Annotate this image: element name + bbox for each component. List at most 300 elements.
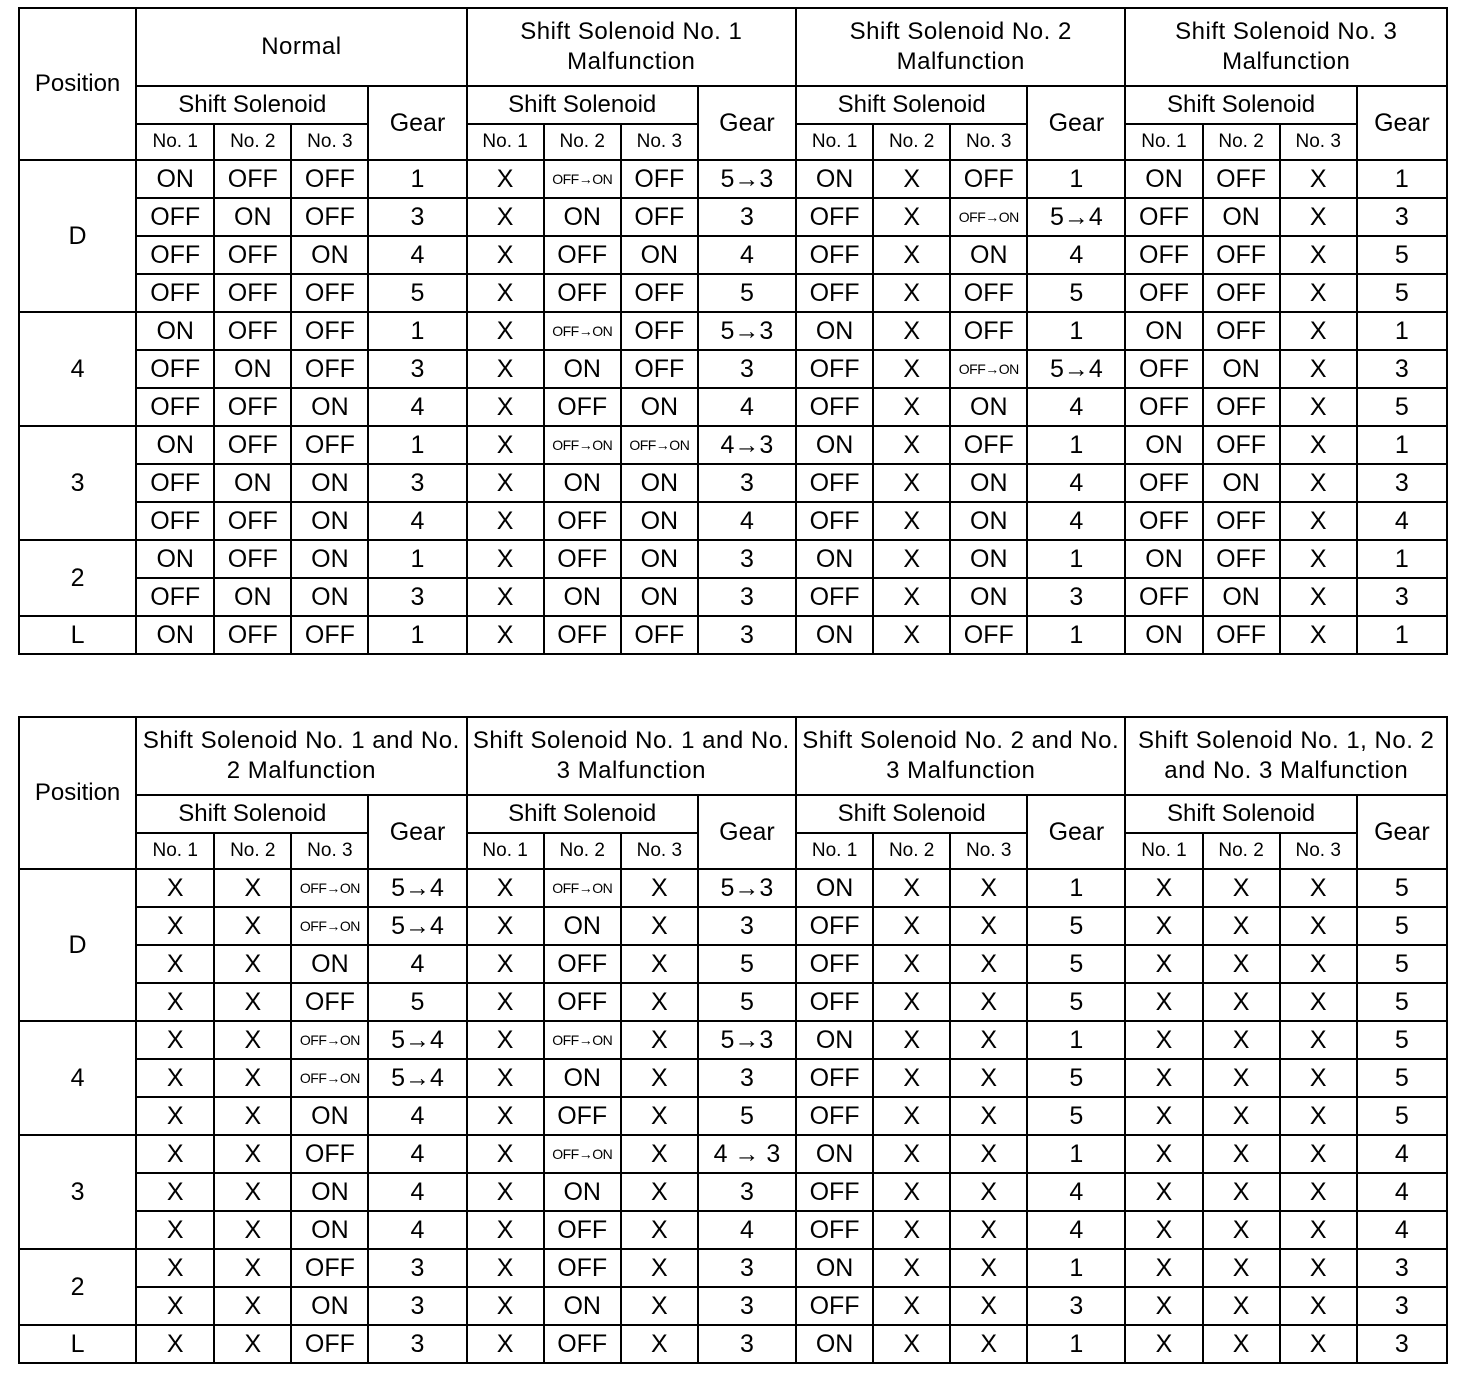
table-cell: 4	[368, 1173, 466, 1211]
table-cell: X	[1125, 1021, 1202, 1059]
table-cell: X	[621, 1211, 698, 1249]
table-cell: 5	[1027, 945, 1125, 983]
table-cell: ON	[621, 236, 698, 274]
table-cell: X	[1203, 983, 1280, 1021]
table-cell: X	[467, 236, 544, 274]
table-cell: ON	[1125, 616, 1202, 654]
header-row-groups	[19, 717, 1447, 795]
header-row-groups	[19, 8, 1447, 86]
table-cell: ON	[796, 1135, 873, 1173]
table-cell: X	[467, 907, 544, 945]
gear-header: Gear	[1027, 795, 1125, 869]
table-cell: 4 → 3	[698, 1135, 796, 1173]
table-cell: OFF	[214, 274, 291, 312]
table-cell: X	[873, 350, 950, 388]
table-cell: 1	[1357, 160, 1447, 198]
table-cell: OFF	[621, 160, 698, 198]
table-cell: OFF	[544, 236, 621, 274]
solenoid-number-header: No. 2	[873, 833, 950, 869]
table-row	[19, 869, 1447, 907]
table-cell: X	[621, 945, 698, 983]
group-title: Shift Solenoid No. 2 Malfunction	[796, 8, 1125, 86]
table-cell: X	[1280, 1135, 1357, 1173]
table-cell: 3	[368, 1287, 466, 1325]
table-cell: 3	[368, 1249, 466, 1287]
table-cell: ON	[291, 464, 368, 502]
table-cell: ON	[136, 160, 214, 198]
table-cell: X	[1280, 1249, 1357, 1287]
table-cell: 3	[1357, 1325, 1447, 1363]
table-cell: X	[873, 198, 950, 236]
table-cell: 4	[698, 236, 796, 274]
position-cell: 4	[19, 1021, 136, 1135]
table-cell: OFF	[291, 160, 368, 198]
table-cell: X	[1125, 1287, 1202, 1325]
table-cell: 1	[1027, 1021, 1125, 1059]
solenoid-number-header: No. 1	[136, 833, 214, 869]
solenoid-number-header: No. 2	[214, 124, 291, 160]
table-cell: OFF	[621, 350, 698, 388]
gear-header: Gear	[698, 86, 796, 160]
table-cell: X	[467, 274, 544, 312]
table-cell: X	[214, 1135, 291, 1173]
table-cell: X	[1125, 1211, 1202, 1249]
table-cell: X	[214, 907, 291, 945]
table-cell: 3	[698, 1287, 796, 1325]
table-cell: 5	[1357, 1021, 1447, 1059]
table-cell: X	[1280, 616, 1357, 654]
position-cell: 3	[19, 426, 136, 540]
table-cell: 4	[1357, 502, 1447, 540]
table-cell: OFF	[621, 616, 698, 654]
table-cell: OFF	[544, 616, 621, 654]
table-cell: X	[467, 1021, 544, 1059]
table-cell: X	[873, 160, 950, 198]
table-cell: OFF	[544, 1211, 621, 1249]
table-cell: X	[873, 502, 950, 540]
table-cell: 5	[1357, 388, 1447, 426]
table-row	[19, 540, 1447, 578]
table-cell: ON	[796, 869, 873, 907]
table-cell: ON	[1125, 540, 1202, 578]
table-cell: X	[621, 1287, 698, 1325]
solenoid-number-header: No. 2	[1203, 833, 1280, 869]
table-cell: 5	[1357, 983, 1447, 1021]
table-cell: OFF	[1125, 578, 1202, 616]
table-cell: X	[214, 869, 291, 907]
table-cell: X	[467, 160, 544, 198]
table-cell: X	[1203, 907, 1280, 945]
gear-header: Gear	[1027, 86, 1125, 160]
header-row-sub	[19, 86, 1447, 124]
table-cell: 5	[1027, 907, 1125, 945]
table-cell: ON	[291, 945, 368, 983]
table-cell: OFF	[544, 540, 621, 578]
table-cell: OFF	[950, 160, 1027, 198]
table-cell: OFF	[291, 198, 368, 236]
table-cell: OFF	[796, 274, 873, 312]
table-cell: 3	[1357, 198, 1447, 236]
group-title: Shift Solenoid No. 1 Malfunction	[467, 8, 796, 86]
gear-header: Gear	[1357, 86, 1447, 160]
table-cell: 5	[1027, 1059, 1125, 1097]
position-cell: 4	[19, 312, 136, 426]
table-cell: X	[1203, 869, 1280, 907]
table-cell: 4	[1357, 1211, 1447, 1249]
table-cell: OFF	[214, 388, 291, 426]
table-cell: OFF	[544, 388, 621, 426]
table-cell: X	[1203, 1097, 1280, 1135]
table-cell: X	[467, 1173, 544, 1211]
table-cell: X	[621, 983, 698, 1021]
shift-solenoid-header: Shift Solenoid	[136, 795, 368, 833]
table-row	[19, 1211, 1447, 1249]
table-cell: ON	[1125, 426, 1202, 464]
table-row	[19, 388, 1447, 426]
table-cell: 1	[1357, 312, 1447, 350]
table-cell: X	[1280, 388, 1357, 426]
table-cell: OFF	[544, 1325, 621, 1363]
table-cell: X	[621, 907, 698, 945]
table-cell: X	[873, 1325, 950, 1363]
table-cell: 1	[1027, 426, 1125, 464]
table-cell: ON	[544, 198, 621, 236]
table-cell: ON	[544, 464, 621, 502]
table-cell: X	[1125, 983, 1202, 1021]
table-cell: X	[136, 945, 214, 983]
table-cell: X	[1280, 274, 1357, 312]
table-cell: X	[621, 1249, 698, 1287]
table-cell: X	[1280, 464, 1357, 502]
table-cell: OFF	[136, 502, 214, 540]
table-cell: ON	[796, 1021, 873, 1059]
table-cell: X	[1125, 1097, 1202, 1135]
table-cell: 4	[698, 1211, 796, 1249]
table-cell: X	[621, 1097, 698, 1135]
solenoid-number-header: No. 1	[467, 124, 544, 160]
table-cell: OFF	[796, 464, 873, 502]
table-cell: 5	[1357, 945, 1447, 983]
position-cell: L	[19, 616, 136, 654]
table-cell: X	[136, 1135, 214, 1173]
table-cell: X	[950, 1287, 1027, 1325]
table-cell: OFF	[796, 350, 873, 388]
table-cell: ON	[621, 502, 698, 540]
table-cell: ON	[621, 388, 698, 426]
table-cell: X	[1203, 1021, 1280, 1059]
table-cell: 5	[368, 274, 466, 312]
table-cell: X	[1125, 945, 1202, 983]
table-cell: X	[1125, 1135, 1202, 1173]
table-cell: 3	[1357, 1249, 1447, 1287]
table-cell: X	[467, 1135, 544, 1173]
table-cell: X	[950, 1173, 1027, 1211]
position-header: Position	[19, 717, 136, 869]
table-cell: X	[950, 869, 1027, 907]
table-cell: 4	[1027, 236, 1125, 274]
table-row	[19, 1135, 1447, 1173]
solenoid-number-header: No. 1	[796, 833, 873, 869]
table-cell: ON	[950, 578, 1027, 616]
table-cell: OFF	[1125, 236, 1202, 274]
table-cell: OFF	[796, 578, 873, 616]
table-cell: X	[950, 1135, 1027, 1173]
table-cell: OFF	[950, 616, 1027, 654]
table-cell: X	[467, 1211, 544, 1249]
table-row	[19, 983, 1447, 1021]
solenoid-number-header: No. 3	[621, 124, 698, 160]
table-cell: OFF→ON	[291, 869, 368, 907]
table-cell: X	[467, 983, 544, 1021]
table-cell: OFF	[136, 578, 214, 616]
gear-header: Gear	[368, 86, 466, 160]
table-cell: 5→4	[368, 1059, 466, 1097]
table-cell: 1	[368, 616, 466, 654]
table-cell: 3	[1357, 350, 1447, 388]
table-cell: ON	[291, 1173, 368, 1211]
table-cell: 4	[1357, 1173, 1447, 1211]
table-cell: OFF	[1125, 502, 1202, 540]
table-cell: X	[1203, 1325, 1280, 1363]
table-cell: X	[214, 1249, 291, 1287]
table-cell: X	[1125, 869, 1202, 907]
table-cell: 3	[698, 907, 796, 945]
table-cell: ON	[214, 350, 291, 388]
table-cell: OFF	[1203, 274, 1280, 312]
table-cell: 5	[698, 1097, 796, 1135]
table-cell: 5→3	[698, 1021, 796, 1059]
table-row	[19, 426, 1447, 464]
table-cell: X	[467, 502, 544, 540]
table-cell: 5	[1357, 907, 1447, 945]
table-cell: ON	[1203, 464, 1280, 502]
table-cell: 3	[1357, 464, 1447, 502]
table-row	[19, 907, 1447, 945]
group-title: Shift Solenoid No. 2 and No. 3 Malfunction	[796, 717, 1125, 795]
table-cell: ON	[291, 1287, 368, 1325]
table-cell: 3	[698, 198, 796, 236]
position-cell: D	[19, 160, 136, 312]
table-cell: OFF	[1125, 274, 1202, 312]
table-cell: ON	[291, 1211, 368, 1249]
table-cell: 4	[368, 945, 466, 983]
group-title: Shift Solenoid No. 1, No. 2 and No. 3 Malfunction	[1125, 717, 1447, 795]
table-cell: OFF	[214, 160, 291, 198]
table-cell: OFF	[136, 350, 214, 388]
table-cell: OFF→ON	[544, 1135, 621, 1173]
table-cell: X	[873, 274, 950, 312]
table-cell: ON	[950, 540, 1027, 578]
table-cell: OFF	[291, 983, 368, 1021]
table-cell: OFF	[214, 502, 291, 540]
table-cell: OFF→ON	[950, 198, 1027, 236]
table-cell: X	[1280, 1287, 1357, 1325]
table-cell: 1	[1357, 540, 1447, 578]
table-cell: 3	[368, 464, 466, 502]
table-cell: 3	[1027, 1287, 1125, 1325]
table-cell: 4	[698, 388, 796, 426]
table-cell: OFF	[544, 1249, 621, 1287]
table-cell: ON	[1125, 160, 1202, 198]
solenoid-number-header: No. 3	[291, 833, 368, 869]
table-cell: X	[136, 869, 214, 907]
table-cell: X	[1203, 1211, 1280, 1249]
table-row	[19, 1097, 1447, 1135]
table-cell: 5→4	[1027, 350, 1125, 388]
table-cell: ON	[796, 312, 873, 350]
table-cell: ON	[136, 616, 214, 654]
table-row	[19, 945, 1447, 983]
table-cell: X	[1125, 1173, 1202, 1211]
table-cell: OFF→ON	[291, 1021, 368, 1059]
table-cell: OFF→ON	[544, 160, 621, 198]
table-cell: ON	[621, 540, 698, 578]
table-cell: 4	[1027, 388, 1125, 426]
table-cell: 5	[1357, 274, 1447, 312]
position-cell: 2	[19, 540, 136, 616]
table-cell: 5→4	[368, 1021, 466, 1059]
table-cell: 5	[368, 983, 466, 1021]
shift-solenoid-header: Shift Solenoid	[467, 86, 698, 124]
table-cell: X	[1280, 160, 1357, 198]
solenoid-number-header: No. 1	[796, 124, 873, 160]
table-cell: X	[214, 1173, 291, 1211]
solenoid-number-header: No. 3	[1280, 124, 1357, 160]
table-cell: X	[621, 1135, 698, 1173]
table-cell: X	[136, 1325, 214, 1363]
table-cell: X	[136, 1287, 214, 1325]
table-cell: OFF	[291, 426, 368, 464]
table-cell: X	[467, 388, 544, 426]
table-cell: 4	[1027, 464, 1125, 502]
table-row	[19, 464, 1447, 502]
table-cell: X	[214, 1021, 291, 1059]
table-cell: OFF→ON	[544, 869, 621, 907]
table-cell: X	[873, 1059, 950, 1097]
table-cell: OFF	[796, 1059, 873, 1097]
group-title: Shift Solenoid No. 1 and No. 3 Malfunction	[467, 717, 796, 795]
table-cell: X	[136, 1249, 214, 1287]
table-cell: 4	[698, 502, 796, 540]
table-cell: OFF	[796, 1097, 873, 1135]
table-cell: 1	[1027, 1135, 1125, 1173]
table-cell: X	[950, 1325, 1027, 1363]
table-cell: 1	[368, 160, 466, 198]
table-cell: OFF	[950, 312, 1027, 350]
table-cell: X	[621, 1059, 698, 1097]
solenoid-table-2	[18, 716, 1448, 1364]
table-cell: X	[950, 1021, 1027, 1059]
table-cell: OFF	[1203, 312, 1280, 350]
table-cell: 3	[368, 578, 466, 616]
table-cell: X	[1280, 350, 1357, 388]
table-cell: 4→3	[698, 426, 796, 464]
table-cell: X	[467, 945, 544, 983]
table-cell: 3	[698, 1173, 796, 1211]
table-cell: 5	[1357, 236, 1447, 274]
table-cell: OFF	[214, 236, 291, 274]
table-cell: OFF	[1203, 236, 1280, 274]
table-cell: ON	[544, 1287, 621, 1325]
table-cell: X	[467, 464, 544, 502]
table-row	[19, 1249, 1447, 1287]
table-cell: X	[1280, 945, 1357, 983]
table-cell: X	[1280, 426, 1357, 464]
table-cell: X	[873, 426, 950, 464]
table-cell: X	[1280, 502, 1357, 540]
position-header: Position	[19, 8, 136, 160]
solenoid-number-header: No. 2	[873, 124, 950, 160]
table-row	[19, 616, 1447, 654]
table-cell: ON	[1203, 578, 1280, 616]
table-cell: X	[1280, 983, 1357, 1021]
gear-header: Gear	[1357, 795, 1447, 869]
table-cell: X	[1125, 907, 1202, 945]
table-cell: OFF	[136, 464, 214, 502]
table-cell: ON	[950, 388, 1027, 426]
table-cell: ON	[291, 502, 368, 540]
table-row	[19, 1173, 1447, 1211]
table-cell: OFF	[544, 945, 621, 983]
table-cell: 3	[698, 1325, 796, 1363]
table-cell: X	[873, 1249, 950, 1287]
table-cell: 1	[1027, 1325, 1125, 1363]
table-cell: X	[950, 1211, 1027, 1249]
table-cell: 3	[698, 464, 796, 502]
table-cell: 4	[1027, 1173, 1125, 1211]
table-cell: X	[1203, 1249, 1280, 1287]
table-cell: OFF	[621, 274, 698, 312]
table-cell: 4	[368, 502, 466, 540]
table-cell: OFF→ON	[621, 426, 698, 464]
shift-solenoid-header: Shift Solenoid	[796, 795, 1027, 833]
table-row	[19, 160, 1447, 198]
table-cell: X	[873, 1135, 950, 1173]
table-cell: OFF	[1203, 388, 1280, 426]
table-row	[19, 312, 1447, 350]
table-cell: X	[136, 1097, 214, 1135]
table-cell: ON	[214, 464, 291, 502]
table-cell: OFF→ON	[544, 426, 621, 464]
table-cell: OFF	[796, 236, 873, 274]
table-cell: X	[873, 540, 950, 578]
table-cell: X	[136, 1021, 214, 1059]
solenoid-number-header: No. 1	[1125, 833, 1202, 869]
shift-solenoid-header: Shift Solenoid	[796, 86, 1027, 124]
solenoid-number-header: No. 2	[544, 124, 621, 160]
table-cell: 1	[368, 426, 466, 464]
header-row-sub	[19, 795, 1447, 833]
table-cell: ON	[950, 502, 1027, 540]
table-row	[19, 198, 1447, 236]
table-cell: 3	[368, 350, 466, 388]
table-cell: 1	[1357, 426, 1447, 464]
solenoid-number-header: No. 2	[214, 833, 291, 869]
table-cell: 4	[368, 1135, 466, 1173]
table-cell: X	[136, 1059, 214, 1097]
table-cell: OFF	[136, 274, 214, 312]
table-cell: ON	[950, 464, 1027, 502]
table-cell: 3	[698, 616, 796, 654]
table-cell: OFF	[796, 502, 873, 540]
table-cell: ON	[544, 1173, 621, 1211]
table-cell: OFF	[950, 426, 1027, 464]
table-cell: X	[467, 578, 544, 616]
table-cell: 5→4	[368, 907, 466, 945]
table-cell: X	[467, 1059, 544, 1097]
table-cell: 5	[1357, 869, 1447, 907]
shift-solenoid-header: Shift Solenoid	[1125, 86, 1356, 124]
